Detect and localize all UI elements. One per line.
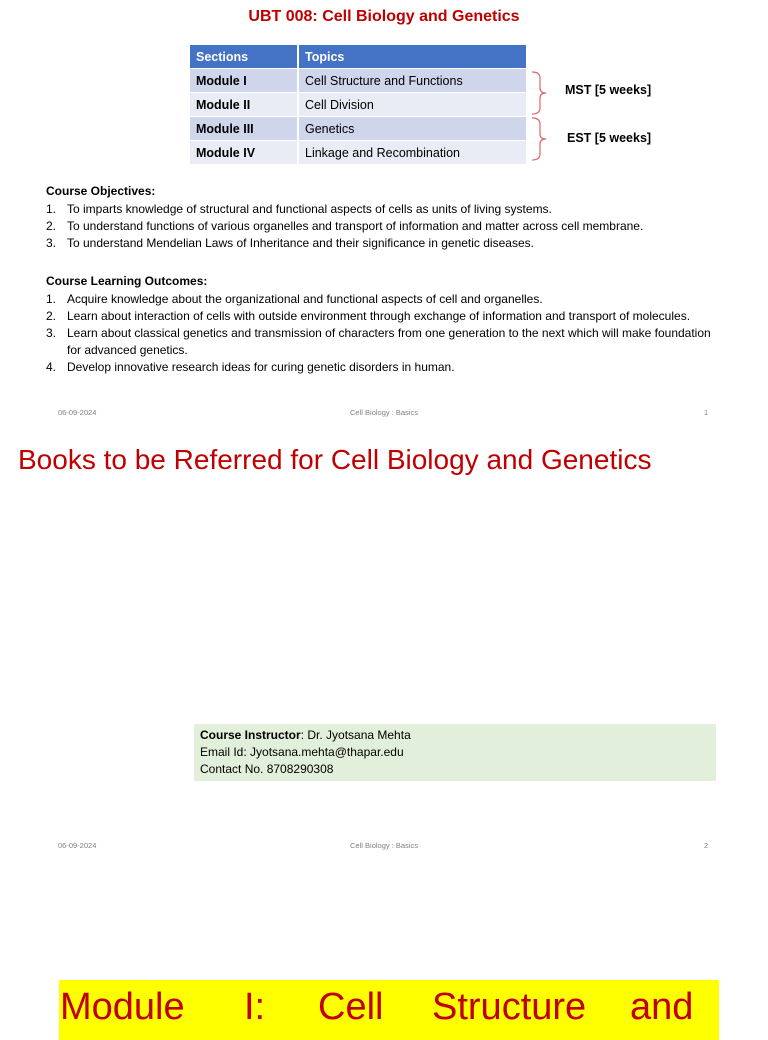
est-label: EST [5 weeks] bbox=[567, 131, 652, 145]
objectives-heading: Course Objectives: bbox=[46, 184, 156, 198]
slide3-title-word: Module bbox=[60, 986, 185, 1028]
list-number: 4. bbox=[46, 360, 57, 374]
list-item bbox=[46, 201, 714, 218]
table-cell-section: Module I bbox=[190, 69, 298, 93]
table-cell-topic: Cell Division bbox=[298, 93, 527, 117]
slide2-footer-title: Cell Biology : Basics bbox=[350, 841, 418, 850]
slide2-footer-date: 06-09-2024 bbox=[58, 841, 97, 850]
list-text: To imparts knowledge of structural and functional aspects of cells as units of living systems. bbox=[67, 202, 552, 216]
list-number: 3. bbox=[46, 236, 57, 250]
instructor-line bbox=[200, 727, 716, 744]
list-item bbox=[46, 235, 714, 252]
list-item bbox=[46, 359, 714, 376]
table-cell-topic: Genetics bbox=[298, 117, 527, 141]
list-text: Develop innovative research ideas for curing genetic disorders in human. bbox=[67, 360, 455, 374]
instructor-box bbox=[194, 724, 716, 781]
table-cell-topic: Cell Structure and Functions bbox=[298, 69, 527, 93]
list-item bbox=[46, 325, 714, 359]
header-topics: Topics bbox=[298, 45, 527, 69]
outcomes-list bbox=[46, 291, 714, 376]
list-item bbox=[46, 291, 714, 308]
table-row bbox=[190, 141, 527, 165]
slide1-footer-date: 06-09-2024 bbox=[58, 408, 97, 417]
slide1-page-number: 1 bbox=[704, 408, 709, 417]
list-text: Learn about classical genetics and transmission of characters from one generation to the next which will make foundation for advanced genetics. bbox=[67, 326, 711, 357]
slide2-page-number: 2 bbox=[704, 841, 709, 850]
table-cell-section: Module IV bbox=[190, 141, 298, 165]
instructor-name: : Dr. Jyotsana Mehta bbox=[300, 728, 411, 742]
list-number: 1. bbox=[46, 202, 57, 216]
slide1-footer-title: Cell Biology : Basics bbox=[350, 408, 418, 417]
list-number: 2. bbox=[46, 219, 57, 233]
table-row bbox=[190, 69, 527, 93]
list-text: Acquire knowledge about the organizational and functional aspects of cell and organelles. bbox=[67, 292, 543, 306]
table-header-row bbox=[190, 45, 527, 69]
table-row bbox=[190, 117, 527, 141]
instructor-email: Email Id: Jyotsana.mehta@thapar.edu bbox=[200, 745, 404, 759]
table-cell-topic: Linkage and Recombination bbox=[298, 141, 527, 165]
slide3-title-word: I: bbox=[244, 986, 266, 1028]
instructor-label: Course Instructor bbox=[200, 728, 301, 742]
header-sections: Sections bbox=[190, 45, 298, 69]
objectives-list bbox=[46, 201, 714, 252]
slide3-title-word: Cell bbox=[318, 986, 384, 1028]
list-item bbox=[46, 308, 714, 325]
modules-table bbox=[190, 45, 528, 164]
list-text: Learn about interaction of cells with outside environment through exchange of information and transport of molecules. bbox=[67, 309, 691, 323]
list-item bbox=[46, 218, 714, 235]
list-number: 3. bbox=[46, 326, 57, 340]
slide1-title: UBT 008: Cell Biology and Genetics bbox=[248, 8, 520, 25]
list-text: To understand Mendelian Laws of Inheritance and their significance in genetic diseases. bbox=[67, 236, 534, 250]
est-brace-icon bbox=[530, 116, 560, 162]
list-text: To understand functions of various organelles and transport of information and matter across cell membrane. bbox=[67, 219, 644, 233]
list-number: 2. bbox=[46, 309, 57, 323]
slide3-title-word: and bbox=[630, 986, 694, 1028]
instructor-contact: Contact No. 8708290308 bbox=[200, 762, 334, 776]
table-cell-section: Module II bbox=[190, 93, 298, 117]
slide2-title: Books to be Referred for Cell Biology and Genetics bbox=[18, 444, 652, 475]
list-number: 1. bbox=[46, 292, 57, 306]
mst-brace-icon bbox=[530, 70, 560, 116]
table-row bbox=[190, 93, 527, 117]
mst-label: MST [5 weeks] bbox=[565, 83, 652, 97]
outcomes-heading: Course Learning Outcomes: bbox=[46, 274, 208, 288]
table-cell-section: Module III bbox=[190, 117, 298, 141]
slide3-title-word: Structure bbox=[432, 986, 587, 1028]
